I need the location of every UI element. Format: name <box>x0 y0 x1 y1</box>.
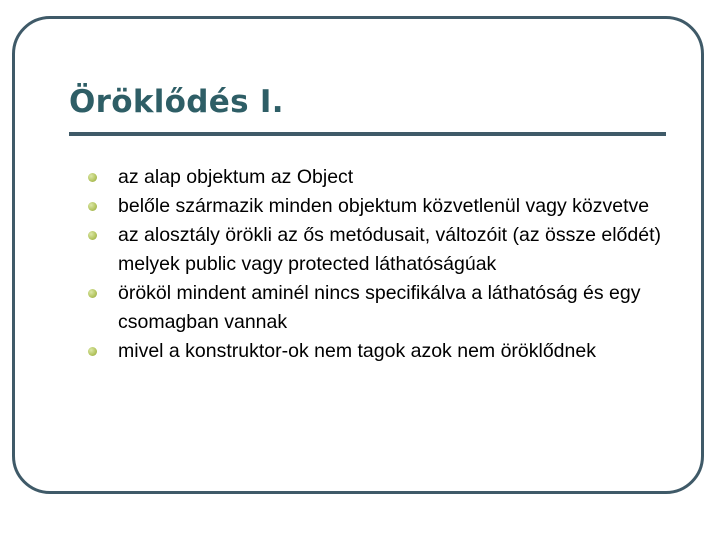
bullet-dot-icon <box>88 173 97 182</box>
bullet-item <box>88 279 668 337</box>
bullet-item <box>88 192 668 221</box>
bullet-text: belőle származik minden objektum közvetlenül vagy közvetve <box>118 195 650 217</box>
bullet-item <box>88 221 668 279</box>
bullet-dot-icon <box>88 202 97 211</box>
slide-title: Öröklődés I. <box>69 84 284 120</box>
bullet-item <box>88 337 668 366</box>
bullet-text: örököl mindent aminél nincs specifikálva a láthatóság és egy csomagban vannak <box>118 282 641 333</box>
bullet-list <box>88 163 668 366</box>
bullet-item <box>88 163 668 192</box>
bullet-text: az alosztály örökli az ős metódusait, változóit (az össze elődét) melyek public vagy protected láthatóságúak <box>118 224 662 275</box>
bullet-text: mivel a konstruktor-ok nem tagok azok nem öröklődnek <box>118 340 596 362</box>
bullet-dot-icon <box>88 231 97 240</box>
bullet-dot-icon <box>88 347 97 356</box>
bullet-text: az alap objektum az Object <box>118 166 354 188</box>
bullet-dot-icon <box>88 289 97 298</box>
title-divider <box>69 132 666 136</box>
